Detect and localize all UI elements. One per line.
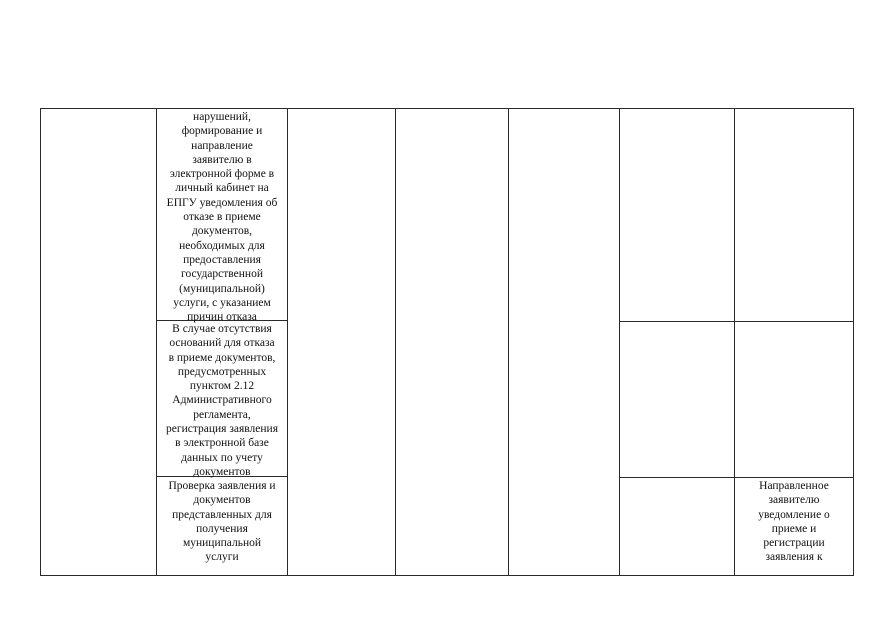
- table-col-border-4: [508, 108, 509, 576]
- table-col-border-3: [395, 108, 396, 576]
- table-cell-col2-row1: нарушений, формирование и направление заявителю в электронной форме в личный кабинет на ЕПГУ уведомления об отказе в приеме документов, необходимых для предоставления государственной (муниципальной) услуги, с указанием причин отказа: [166, 111, 278, 324]
- table-cell-col2-row3: Проверка заявления и документов представленных для получения муниципальной услуги: [168, 480, 276, 564]
- table-col-border-2: [287, 108, 288, 576]
- row-border-col6-7-a: [619, 321, 853, 322]
- table-col-border-0: [40, 108, 41, 576]
- table-border-top: [40, 108, 854, 109]
- table-cell-col7-row3: Направленное заявителю уведомление о приеме и регистрации заявления к: [758, 480, 830, 564]
- row-border-col6-7-b: [619, 477, 853, 478]
- table-col-border-5: [619, 108, 620, 576]
- table-cell-col2-row2: В случае отсутствия оснований для отказа в приеме документов, предусмотренных пунктом 2.12 Административного регламента, регистрация заявления в электронной базе данных по учету документов: [166, 323, 278, 478]
- table-col-border-7: [853, 108, 854, 576]
- table-border-bottom: [40, 575, 854, 576]
